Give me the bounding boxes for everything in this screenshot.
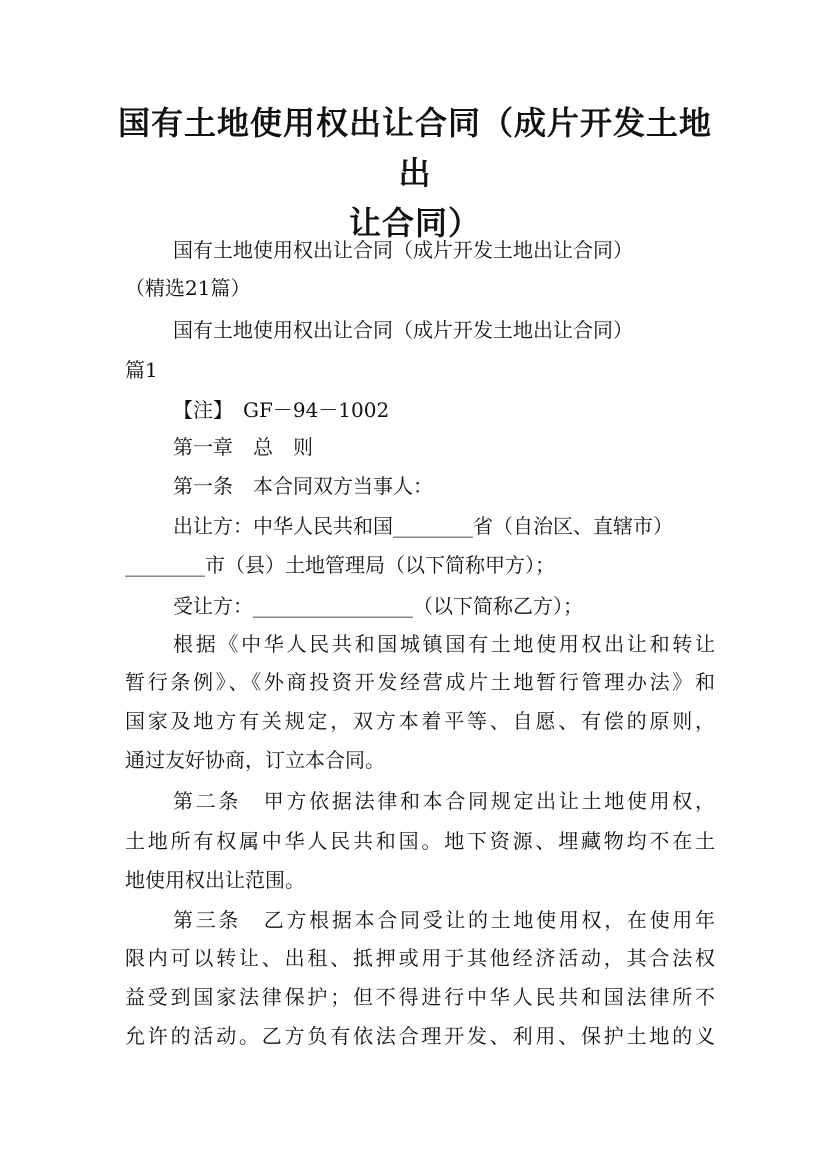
paragraph-line: 允许的活动。乙方负有依法合理开发、利用、保护土地的义 — [125, 1024, 715, 1048]
paragraph-line: 地使用权出让范围。 — [125, 868, 305, 892]
paragraph-line: 根据《中华人民共和国城镇国有土地使用权出让和转让 — [173, 632, 715, 656]
paragraph-line: 受让方：________________（以下简称乙方）； — [173, 594, 583, 618]
paragraph-line: 国有土地使用权出让合同（成片开发土地出让合同） — [173, 318, 633, 342]
document-title — [110, 98, 720, 248]
paragraph-line: 第三条 乙方根据本合同受让的土地使用权，在使用年 — [173, 908, 715, 932]
paragraph-line: 土地所有权属中华人民共和国。地下资源、埋藏物均不在土 — [125, 829, 715, 853]
paragraph-line: 通过友好协商，订立本合同。 — [125, 748, 385, 772]
paragraph-line: 益受到国家法律保护；但不得进行中华人民共和国法律所不 — [125, 985, 715, 1009]
paragraph-line: 暂行条例》、《外商投资开发经营成片土地暂行管理办法》和 — [125, 670, 715, 694]
chapter-heading: 第一章 总 则 — [173, 435, 313, 459]
paragraph-line: 限内可以转让、出租、抵押或用于其他经济活动，其合法权 — [125, 946, 715, 970]
paragraph-line: 篇1 — [125, 358, 158, 382]
paragraph-line: 【注】 GF－94－1002 — [173, 398, 390, 422]
paragraph-line: 第一条 本合同双方当事人： — [173, 474, 433, 498]
paragraph-line: （精选21篇） — [125, 276, 251, 300]
paragraph-line: 出让方：中华人民共和国________省（自治区、直辖市） — [173, 514, 673, 538]
paragraph-line: 国有土地使用权出让合同（成片开发土地出让合同） — [173, 238, 633, 262]
paragraph-line: ________市（县）土地管理局（以下简称甲方）； — [125, 553, 555, 577]
paragraph-line: 国家及地方有关规定，双方本着平等、自愿、有偿的原则， — [125, 709, 715, 733]
title-line-2: 让合同） — [348, 204, 481, 242]
title-line-1: 国有土地使用权出让合同（成片开发土地出 — [117, 104, 712, 192]
paragraph-line: 第二条 甲方依据法律和本合同规定出让土地使用权， — [173, 789, 715, 813]
